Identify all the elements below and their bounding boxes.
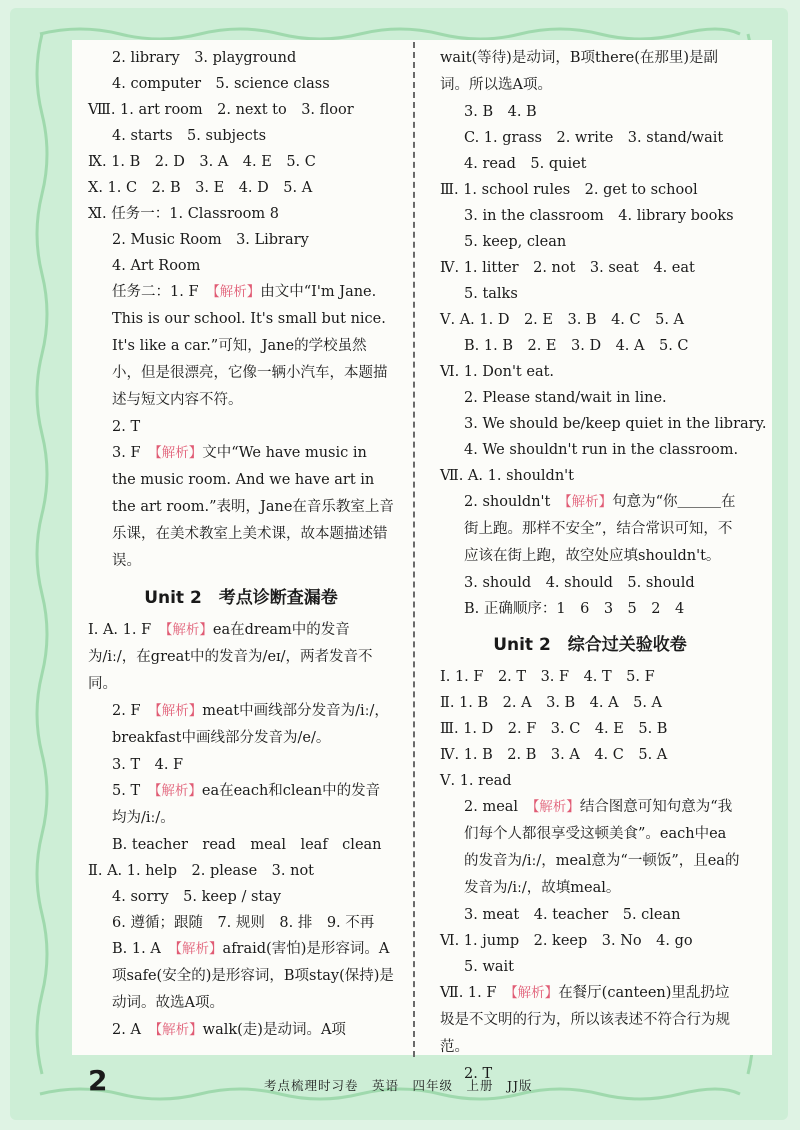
answer-line: Ⅲ. 1. D 2. F 3. C 4. E 5. B xyxy=(440,721,668,737)
answer-line: 4. computer 5. science class xyxy=(112,76,330,92)
answer-line: B. 正确顺序：1 6 3 5 2 4 xyxy=(464,601,685,617)
answer-line: Ⅴ. 1. read xyxy=(440,773,512,789)
analysis-tag: 【解析】 xyxy=(165,622,213,638)
page-footer xyxy=(88,1064,748,1100)
answer-line: 2. A 【解析】walk(走)是动词。A项 xyxy=(112,1022,346,1038)
analysis-tag: 【解析】 xyxy=(155,445,203,461)
answer-line: 任务二：1. F 【解析】由文中“I'm Jane. This is our school. It's small but nice. It's like a car.”可知，Jane的学校虽然小，但是很漂亮，它像一辆小汽车，本题描述与短文内容不符。 xyxy=(112,284,388,408)
answer-line: Ⅶ. A. 1. shouldn't xyxy=(440,468,574,484)
analysis-tag: 【解析】 xyxy=(155,1022,203,1038)
answer-line: Ⅺ. 任务一：1. Classroom 8 xyxy=(88,206,279,222)
analysis-tag: 【解析】 xyxy=(175,941,223,957)
answer-line: 3. T 4. F xyxy=(112,757,184,773)
answer-line: 2. T xyxy=(112,419,141,435)
answer-line: 2. T xyxy=(464,1066,493,1082)
answer-line: 2. Music Room 3. Library xyxy=(112,232,309,248)
answer-line: 5. keep, clean xyxy=(464,234,567,250)
answer-line: 4. sorry 5. keep / stay xyxy=(112,889,282,905)
answer-line: 3. meat 4. teacher 5. clean xyxy=(464,907,681,923)
answer-line: B. teacher read meal leaf clean xyxy=(112,837,382,853)
answer-line: Ⅲ. 1. school rules 2. get to school xyxy=(440,182,698,198)
answer-line: B. 1. A 【解析】afraid(害怕)是形容词。A项safe(安全的)是形容词，B项stay(保持)是动词。故选A项。 xyxy=(112,941,394,1011)
answer-line: Ⅸ. 1. B 2. D 3. A 4. E 5. C xyxy=(88,154,316,170)
answer-line: Ⅰ. A. 1. F 【解析】ea在dream中的发音为/iː/，在great中的发音为/eɪ/，两者发音不同。 xyxy=(88,622,373,692)
page-number: 2 xyxy=(88,1064,108,1097)
answer-line: 2. Please stand/wait in line. xyxy=(464,390,667,406)
answer-line: 3. We should be/keep quiet in the library. xyxy=(464,416,767,432)
answer-line: wait(等待)是动词，B项there(在那里)是副词。所以选A项。 xyxy=(440,50,719,93)
answer-line: 6. 遵循；跟随 7. 规则 8. 排 9. 不再 xyxy=(112,915,375,931)
analysis-tag: 【解析】 xyxy=(564,494,613,510)
answer-line: 4. We shouldn't run in the classroom. xyxy=(464,442,739,458)
answer-line: Ⅵ. 1. jump 2. keep 3. No 4. go xyxy=(440,933,693,949)
answer-line: Ⅳ. 1. B 2. B 3. A 4. C 5. A xyxy=(440,747,668,763)
answer-line: 2. meal 【解析】结合图意可知句意为“我们每个人都很享受这顿美食”。each中ea的发音为/iː/，meal意为“一顿饭”，且ea的发音为/iː/，故填meal。 xyxy=(464,799,740,896)
answer-line: 2. shouldn't 【解析】句意为“你＿＿＿在街上跑。那样不安全”，结合常识可知，不应该在街上跑，故空处应填shouldn't。 xyxy=(464,494,736,564)
answer-line: Ⅱ. 1. B 2. A 3. B 4. A 5. A xyxy=(440,695,663,711)
column-divider xyxy=(413,42,415,1057)
answer-line: 3. in the classroom 4. library books xyxy=(464,208,734,224)
answer-line: B. 1. B 2. E 3. D 4. A 5. C xyxy=(464,338,689,354)
answer-line: Ⅳ. 1. litter 2. not 3. seat 4. eat xyxy=(440,260,695,276)
answer-line: Ⅵ. 1. Don't eat. xyxy=(440,364,555,380)
answer-line: Ⅹ. 1. C 2. B 3. E 4. D 5. A xyxy=(88,180,313,196)
footer-book-info: 考点梳理时习卷 英语 四年级 上册 JJ版 xyxy=(264,1078,533,1093)
answer-line: 3. should 4. should 5. should xyxy=(464,575,695,591)
answer-column-right xyxy=(440,45,767,1087)
answer-column-left xyxy=(88,45,394,1043)
answer-line: 4. read 5. quiet xyxy=(464,156,587,172)
section-title: Unit 2 考点诊断查漏卷 xyxy=(144,588,338,608)
analysis-tag: 【解析】 xyxy=(213,284,261,300)
analysis-tag: 【解析】 xyxy=(532,799,580,815)
answer-line: 2. library 3. playground xyxy=(112,50,297,66)
analysis-tag: 【解析】 xyxy=(155,703,203,719)
answer-line: 2. F 【解析】meat中画线部分发音为/iː/，breakfast中画线部分发音为/e/。 xyxy=(112,703,389,746)
answer-line: 3. B 4. B xyxy=(464,104,537,120)
answer-line: 5. talks xyxy=(464,286,518,302)
answer-line: Ⅷ. 1. art room 2. next to 3. floor xyxy=(88,102,354,118)
answer-line: Ⅴ. A. 1. D 2. E 3. B 4. C 5. A xyxy=(440,312,685,328)
answer-line: 4. starts 5. subjects xyxy=(112,128,267,144)
answer-line: 5. wait xyxy=(464,959,514,975)
answer-line: Ⅱ. A. 1. help 2. please 3. not xyxy=(88,863,314,879)
analysis-tag: 【解析】 xyxy=(510,985,559,1001)
answer-line: 4. Art Room xyxy=(112,258,201,274)
answer-line: 5. T 【解析】ea在each和clean中的发音均为/iː/。 xyxy=(112,783,381,826)
answer-line: 3. F 【解析】文中“We have music in the music room. And we have art in the art room.”表明，Jane在音乐教室上音乐课，在美术教室上美术课，故本题描述错误。 xyxy=(112,445,394,569)
answer-line: Ⅶ. 1. F 【解析】在餐厅(canteen)里乱扔垃圾是不文明的行为，所以该表述不符合行为规范。 xyxy=(440,985,730,1055)
answer-line: Ⅰ. 1. F 2. T 3. F 4. T 5. F xyxy=(440,669,655,685)
answer-line: C. 1. grass 2. write 3. stand/wait xyxy=(464,130,724,146)
analysis-tag: 【解析】 xyxy=(154,783,202,799)
section-title: Unit 2 综合过关验收卷 xyxy=(493,635,687,655)
